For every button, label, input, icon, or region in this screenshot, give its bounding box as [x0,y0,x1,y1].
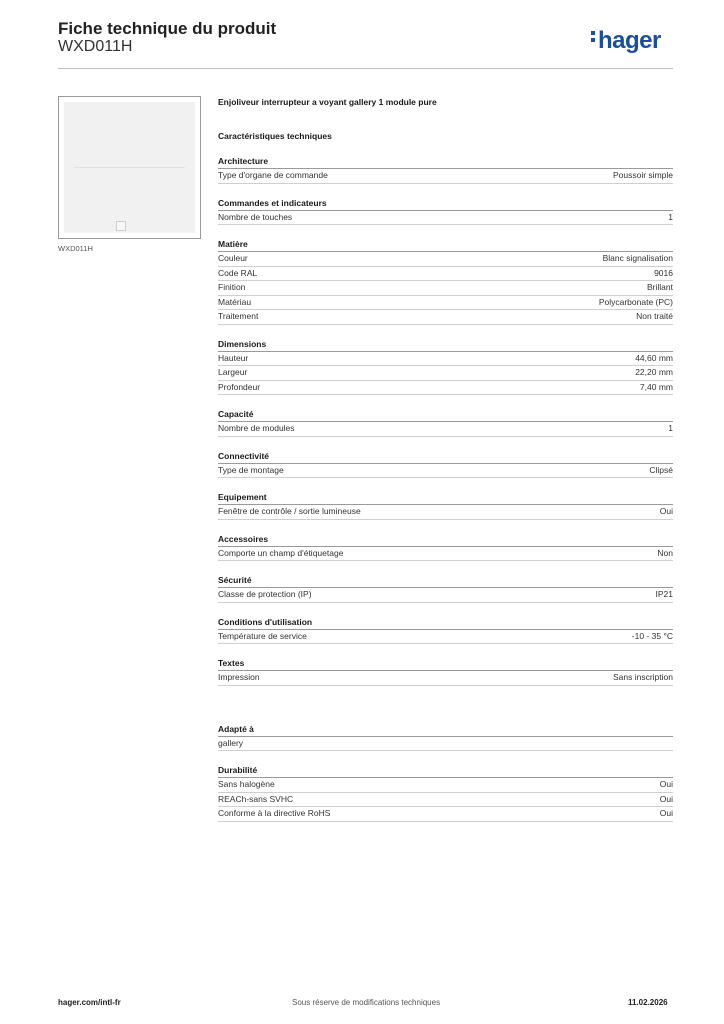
spec-row [218,422,673,437]
spec-value: Oui [659,779,673,789]
spec-label: Finition [218,282,246,292]
spec-value: 1 [668,423,673,433]
spec-label: Impression [218,672,260,682]
section-heading: Durabilité [218,751,673,778]
section-heading: Connectivité [218,437,673,464]
spec-label: Matériau [218,296,252,307]
product-title: Enjoliveur interrupteur a voyant gallery 1 module pure [218,97,437,107]
spec-label: Code RAL [218,267,258,278]
spec-section [218,478,673,520]
spec-label: Sans halogène [218,779,275,789]
spec-value: 44,60 mm [635,352,673,363]
spec-section [218,325,673,396]
logo-text: hager [598,27,661,54]
spec-value: Oui [659,506,673,516]
spec-value: IP21 [655,589,673,599]
spec-row [218,169,673,184]
spec-value: -10 - 35 °C [631,630,673,641]
section-heading: Commandes et indicateurs [218,184,673,211]
spec-row [218,381,673,396]
section-heading: Dimensions [218,325,673,352]
spec-label: Couleur [218,253,248,263]
section-heading: Matière [218,225,673,252]
spec-value: Oui [659,793,673,804]
spec-row [218,807,673,822]
spec-section [218,603,673,645]
spec-label: Nombre de touches [218,211,293,222]
product-reference: WXD011H [58,38,133,55]
spec-label: Comporte un champ d'étiquetage [218,547,344,558]
spec-value: 1 [668,211,673,222]
spec-section [218,184,673,226]
spec-label: Largeur [218,367,248,377]
spec-row [218,310,673,325]
spec-row [218,737,673,752]
spec-label: Température de service [218,630,307,641]
spec-value: Poussoir simple [613,170,673,180]
section-heading: Sécurité [218,561,673,588]
section-heading: Equipement [218,478,673,505]
spec-section [218,751,673,822]
spec-label: REACh-sans SVHC [218,793,294,804]
spec-section [218,225,673,325]
spec-row [218,793,673,808]
spec-row [218,296,673,311]
spec-row [218,352,673,367]
spec-label: gallery [218,737,244,748]
spec-section [218,561,673,603]
page-title: Fiche technique du produit [58,19,277,38]
spec-row [218,671,673,686]
image-caption: WXD011H [58,244,93,253]
spec-section [218,686,673,752]
section-heading: Adapté à [218,710,673,737]
spec-value: Oui [659,808,673,818]
hager-logo [591,27,661,55]
spec-row [218,281,673,296]
indicator-light-icon [116,221,126,231]
spec-sections [218,142,673,822]
spec-label: Fenêtre de contrôle / sortie lumineuse [218,506,361,516]
spec-label: Type d'organe de commande [218,170,328,180]
plate-split-line [74,167,185,168]
footer-date: 11.02.2026 [628,998,668,1007]
spec-value: Clipsé [649,464,673,475]
spec-label: Hauteur [218,352,249,363]
section-heading: Conditions d'utilisation [218,603,673,630]
spec-section [218,395,673,437]
spec-row [218,211,673,226]
spec-value: Brillant [647,282,673,292]
spec-row [218,630,673,645]
specs-heading: Caractéristiques techniques [218,131,332,141]
footer-website[interactable]: hager.com/intl-fr [58,998,121,1007]
spec-section [218,644,673,686]
spec-value: Non traité [636,311,673,321]
spec-label: Conforme à la directive RoHS [218,808,331,818]
spec-value: 22,20 mm [635,367,673,377]
spec-value: Sans inscription [612,672,673,682]
spec-row [218,366,673,381]
spec-value: 9016 [654,267,673,278]
section-heading: Textes [218,644,673,671]
section-heading: Accessoires [218,520,673,547]
footer-notice: Sous réserve de modifications techniques [292,998,441,1007]
spec-value: 7,40 mm [639,381,673,392]
spec-row [218,252,673,267]
spec-section [218,520,673,562]
spec-row [218,588,673,603]
spec-label: Type de montage [218,464,284,475]
spec-row [218,547,673,562]
logo-dots-icon [591,31,596,45]
spec-label: Profondeur [218,381,261,392]
section-heading: Capacité [218,395,673,422]
spec-section [218,142,673,184]
spec-value: Non [657,547,673,558]
spec-row [218,464,673,479]
section-heading: Architecture [218,142,673,169]
spec-row [218,267,673,282]
spec-row [218,778,673,793]
spec-section [218,437,673,479]
switch-plate-icon [64,102,195,233]
spec-value: Polycarbonate (PC) [598,296,673,307]
product-image [58,96,201,239]
header-divider [58,68,673,69]
spec-value: Blanc signalisation [602,253,673,263]
spec-row [218,505,673,520]
spec-label: Classe de protection (IP) [218,589,312,599]
spec-label: Nombre de modules [218,423,295,433]
spec-label: Traitement [218,311,259,321]
spec-column [218,96,673,822]
